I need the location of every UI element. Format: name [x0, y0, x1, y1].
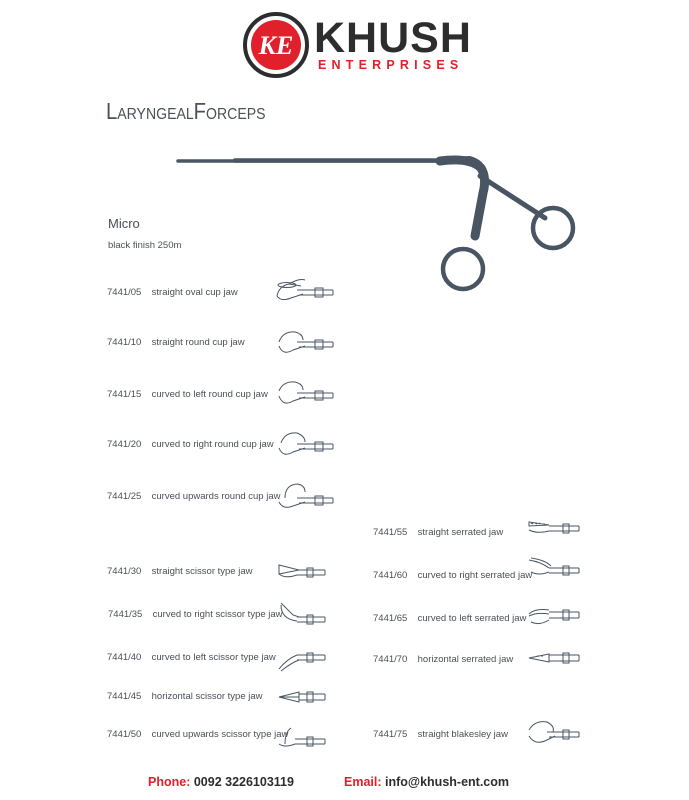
item-description: curved to left scissor type jaw — [151, 652, 276, 663]
phone-label: Phone: — [148, 775, 191, 789]
oval-cup-jaw-icon — [275, 276, 337, 306]
list-item — [373, 570, 532, 582]
item-code: 7441/30 — [107, 566, 142, 577]
item-description: horizontal scissor type jaw — [151, 691, 263, 702]
item-description: curved to right scissor type jaw — [152, 609, 283, 620]
footer-phone — [148, 774, 294, 790]
left-round-cup-jaw-icon — [275, 379, 337, 409]
horizontal-serrated-jaw-icon — [527, 650, 583, 668]
blakesley-jaw-icon — [525, 718, 583, 748]
right-round-cup-jaw-icon — [275, 430, 337, 460]
horizontal-scissor-jaw-icon — [277, 688, 329, 708]
item-description: curved to right serrated jaw — [417, 570, 533, 581]
item-code: 7441/40 — [107, 652, 142, 663]
list-item — [107, 691, 263, 703]
item-description: straight round cup jaw — [151, 337, 245, 348]
list-item — [107, 439, 274, 451]
upward-round-cup-jaw-icon — [275, 482, 337, 512]
footer-email — [344, 774, 509, 790]
list-item — [107, 652, 276, 664]
logo-subtitle: ENTERPRISES — [318, 58, 464, 72]
item-code: 7441/70 — [373, 654, 408, 665]
item-description: straight blakesley jaw — [417, 729, 508, 740]
item-code: 7441/65 — [373, 613, 408, 624]
right-scissor-jaw-icon — [277, 601, 329, 629]
brand-logo-icon — [243, 12, 309, 78]
section-subtitle: black finish 250m — [108, 240, 182, 251]
upward-scissor-jaw-icon — [277, 724, 329, 750]
straight-scissor-jaw-icon — [277, 560, 329, 582]
item-description: curved to left round cup jaw — [151, 389, 268, 400]
item-code: 7441/15 — [107, 389, 142, 400]
list-item — [107, 389, 268, 401]
item-description: straight oval cup jaw — [151, 287, 238, 298]
list-item — [373, 729, 508, 741]
list-item — [107, 491, 281, 503]
list-item — [108, 609, 283, 621]
item-code: 7441/10 — [107, 337, 142, 348]
straight-serrated-jaw-icon — [527, 518, 583, 540]
item-code: 7441/60 — [373, 570, 408, 581]
item-description: horizontal serrated jaw — [417, 654, 514, 665]
item-code: 7441/55 — [373, 527, 408, 538]
round-cup-jaw-icon — [275, 328, 337, 358]
item-code: 7441/35 — [108, 609, 143, 620]
right-serrated-jaw-icon — [527, 556, 583, 582]
phone-number[interactable]: 0092 3226103119 — [193, 775, 294, 789]
left-scissor-jaw-icon — [277, 645, 329, 673]
item-code: 7441/25 — [107, 491, 142, 502]
email-address[interactable]: info@khush-ent.com — [385, 775, 509, 789]
list-item — [107, 729, 288, 741]
item-description: straight serrated jaw — [417, 527, 504, 538]
item-code: 7441/75 — [373, 729, 408, 740]
email-label: Email: — [344, 775, 382, 789]
list-item — [373, 527, 503, 539]
item-code: 7441/50 — [107, 729, 142, 740]
list-item — [373, 613, 526, 625]
section-title: Micro — [108, 216, 140, 231]
list-item — [107, 287, 238, 299]
item-code: 7441/20 — [107, 439, 142, 450]
list-item — [373, 654, 513, 666]
list-item — [107, 566, 252, 578]
laryngeal-forceps-illustration — [175, 148, 585, 298]
item-code: 7441/45 — [107, 691, 142, 702]
item-description: straight scissor type jaw — [151, 566, 253, 577]
list-item — [107, 337, 245, 349]
item-description: curved upwards round cup jaw — [151, 491, 281, 502]
item-code: 7441/05 — [107, 287, 142, 298]
item-description: curved upwards scissor type jaw — [151, 729, 289, 740]
logo-monogram: KE — [258, 31, 294, 60]
item-description: curved to right round cup jaw — [151, 439, 274, 450]
item-description: curved to left serrated jaw — [417, 613, 527, 624]
page-title: LaryngealForceps — [106, 98, 266, 124]
logo-wordmark: KHUSH — [314, 14, 472, 62]
left-serrated-jaw-icon — [527, 604, 583, 628]
